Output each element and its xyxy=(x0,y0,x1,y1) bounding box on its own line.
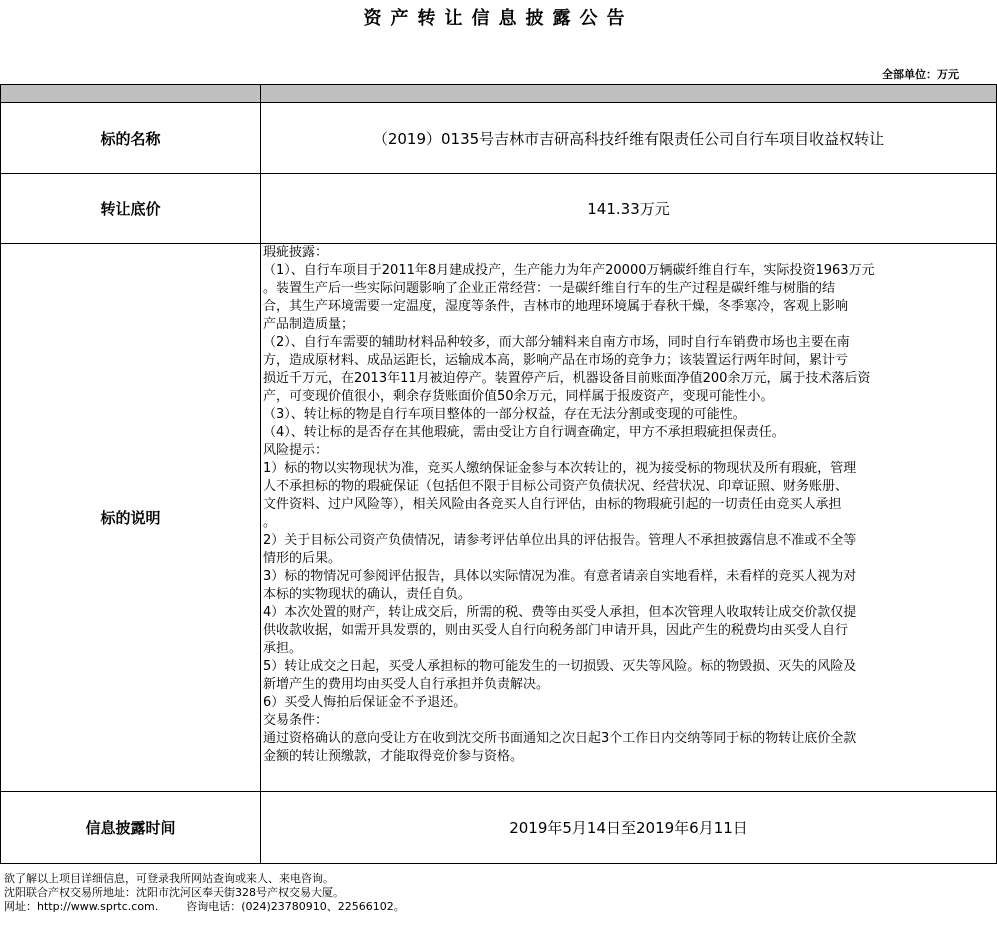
description-line: 合，其生产环境需要一定温度，湿度等条件，吉林市的地理环境属于春秋干燥，冬季寒冷，客观上影响 xyxy=(263,299,849,314)
description-line: 本标的实物现状的确认，责任自负。 xyxy=(263,587,472,602)
description-line: 。 xyxy=(263,515,277,530)
description-line: 金额的转让预缴款，才能取得竞价参与资格。 xyxy=(263,749,524,764)
description-line: （3）、转让标的物是自行车项目整体的一部分权益，存在无法分割或变现的可能性。 xyxy=(263,407,746,422)
page-title: 资产转让信息披露公告 xyxy=(363,8,634,29)
description-line: 方，造成原材料、成品运距长，运输成本高，影响产品在市场的竞争力；该装置运行两年时间，累计亏 xyxy=(263,353,849,368)
row-divider xyxy=(0,863,997,864)
description-line: 2）关于目标公司资产负债情况，请参考评估单位出具的评估报告。管理人不承担披露信息不准或不全等 xyxy=(263,533,857,548)
subject-name-label: 标的名称 xyxy=(100,129,161,148)
description-line: 4）本次处置的财产，转让成交后，所需的税、费等由买受人承担，但本次管理人收取转让成交价款仅提 xyxy=(263,605,857,620)
footer-inquiry-note: 欲了解以上项目详细信息，可登录我所网站查询或来人、来电咨询。 xyxy=(4,872,334,885)
description-line: 1）标的物以实物现状为准，竞买人缴纳保证金参与本次转让的，视为接受标的物现状及所有瑕疵，管理 xyxy=(263,461,857,476)
subject-description-label: 标的说明 xyxy=(100,509,161,527)
table-header-band xyxy=(1,85,996,102)
description-line: 供收款收据，如需开具发票的，则由买受人自行向税务部门申请开具，因此产生的税费均由买受人自行 xyxy=(263,623,849,638)
description-line: 交易条件： xyxy=(263,713,329,728)
disclosure-period-value: 2019年5月14日至2019年6月11日 xyxy=(509,819,748,837)
disclosure-period-label: 信息披露时间 xyxy=(85,819,176,837)
description-line: （2）、自行车需要的辅助材料品种较多，而大部分辅料来自南方市场，同时自行车销费市场也主要在南 xyxy=(263,335,850,350)
description-line: 6）买受人悔拍后保证金不予退还。 xyxy=(263,695,467,710)
description-line: 损近千万元，在2013年11月被迫停产。装置停产后，机器设备目前账面净值200余万元，属于技术落后资 xyxy=(263,371,871,386)
description-line: 产，可变现价值很小，剩余存货账面价值50余万元，同样属于报废资产，变现可能性小。 xyxy=(263,389,774,404)
footer-address: 沈阳联合产权交易所地址：沈阳市沈河区奉天街328号产权交易大厦。 xyxy=(4,886,344,899)
description-line: 5）转让成交之日起，买受人承担标的物可能发生的一切损毁、灭失等风险。标的物毁损、灭失的风险及 xyxy=(263,659,857,674)
description-line: （1）、自行车项目于2011年8月建成投产，生产能力为年产20000万辆碳纤维自行车，实际投资1963万元 xyxy=(263,263,875,278)
description-line: 通过资格确认的意向受让方在收到沈交所书面通知之次日起3个工作日内交纳等同于标的物转让底价全款 xyxy=(263,731,857,746)
footer xyxy=(4,872,405,914)
description-line: 。装置生产后一些实际问题影响了企业正常经营：一是碳纤维自行车的生产过程是碳纤维与树脂的结 xyxy=(263,281,836,296)
disclosure-table xyxy=(0,84,997,864)
description-line: 产品制造质量； xyxy=(263,317,355,332)
description-line: 风险提示： xyxy=(263,443,329,458)
footer-contact: 网址：http://www.sprtc.com. 咨询电话：(024)23780910、22566102。 xyxy=(4,900,405,913)
reserve-price-value: 141.33万元 xyxy=(587,200,670,218)
subject-name-value: （2019）0135号吉林市吉研高科技纤维有限责任公司自行车项目收益权转让 xyxy=(372,129,885,148)
description-line: 人不承担标的物的瑕疵保证（包括但不限于目标公司资产负债状况、经营状况、印章证照、财务账册、 xyxy=(263,479,849,494)
description-line: 瑕疵披露： xyxy=(263,245,329,260)
description-line: 情形的后果。 xyxy=(263,551,342,566)
reserve-price-label: 转让底价 xyxy=(100,200,161,218)
subject-description-text xyxy=(263,244,993,791)
description-line: （4）、转让标的是否存在其他瑕疵，需由受让方自行调查确定，甲方不承担瑕疵担保责任。 xyxy=(263,425,785,440)
description-line: 新增产生的费用均由买受人自行承担并负责解决。 xyxy=(263,677,550,692)
unit-label: 全部单位：万元 xyxy=(882,68,959,81)
description-line: 文件资料、过户风险等），相关风险由各竞买人自行评估，由标的物瑕疵引起的一切责任由竞买人承担 xyxy=(263,497,842,512)
description-line: 3）标的物情况可参阅评估报告，具体以实际情况为准。有意者请亲自实地看样，未看样的竞买人视为对 xyxy=(263,569,857,584)
description-line: 承担。 xyxy=(263,641,303,656)
